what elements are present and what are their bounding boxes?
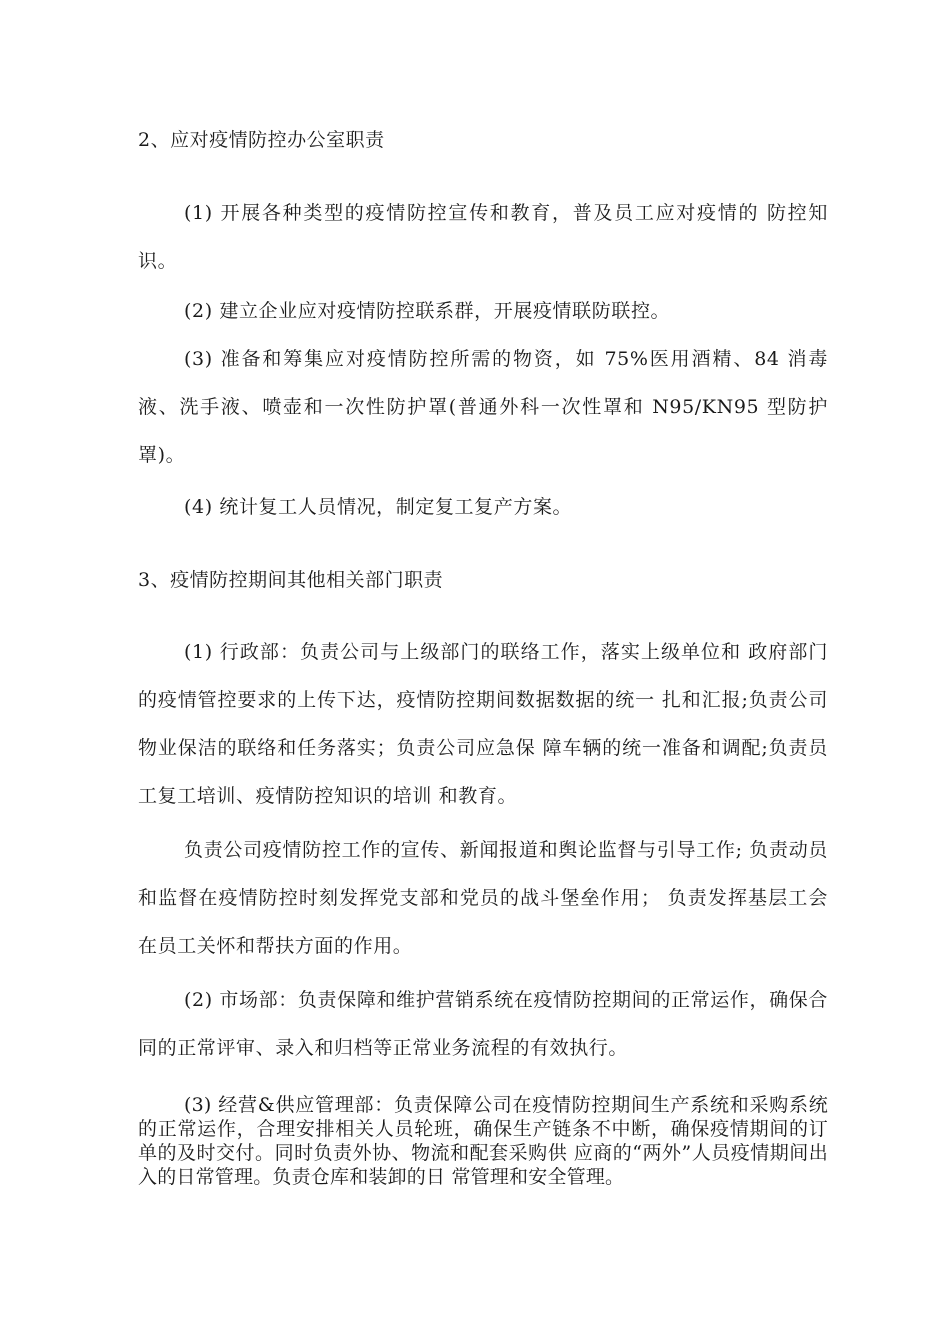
paragraph-admin-department: (1) 行政部：负责公司与上级部门的联络工作，落实上级单位和 政府部门的疫情管控要求的上传下达，疫情防控期间数据数据的统一 扎和汇报;负责公司物业保洁的联络和任务落实；负责公司应急保 障车辆的统一准备和调配;负责员工复工培训、疫情防控知识的培训 和教育。	[138, 641, 828, 807]
paragraph-office-duty-4: (4) 统计复工人员情况，制定复工复产方案。	[184, 496, 573, 518]
section-heading-office-duties: 2、应对疫情防控办公室职责	[138, 129, 385, 151]
section-heading-other-departments: 3、疫情防控期间其他相关部门职责	[138, 569, 444, 591]
paragraph-operations-supply-department: (3) 经营&供应管理部：负责保障公司在疫情防控期间生产系统和采购系统的正常运作，合理安排相关人员轮班，确保生产链条不中断，确保疫情期间的订单的及时交付。同时负责外协、物流和配套采购供 应商的“两外”人员疫情期间出入的日常管理。负责仓库和装卸的日 常管理和安全管理。	[138, 1094, 828, 1188]
paragraph-marketing-department: (2) 市场部：负责保障和维护营销系统在疫情防控期间的正常运作，确保合同的正常评审、录入和归档等正常业务流程的有效执行。	[138, 989, 828, 1059]
paragraph-office-duty-2: (2) 建立企业应对疫情防控联系群，开展疫情联防联控。	[184, 300, 671, 322]
paragraph-office-duty-1: (1) 开展各种类型的疫情防控宣传和教育，普及员工应对疫情的 防控知识。	[138, 202, 828, 272]
paragraph-publicity-duties: 负责公司疫情防控工作的宣传、新闻报道和舆论监督与引导工作; 负责动员和监督在疫情防控时刻发挥党支部和党员的战斗堡垒作用； 负责发挥基层工会在员工关怀和帮扶方面的作用。	[138, 839, 828, 957]
paragraph-office-duty-3: (3) 准备和筹集应对疫情防控所需的物资，如 75%医用酒精、84 消毒液、洗手液、喷壶和一次性防护罩(普通外科一次性罩和 N95/KN95 型防护罩)。	[138, 348, 828, 466]
